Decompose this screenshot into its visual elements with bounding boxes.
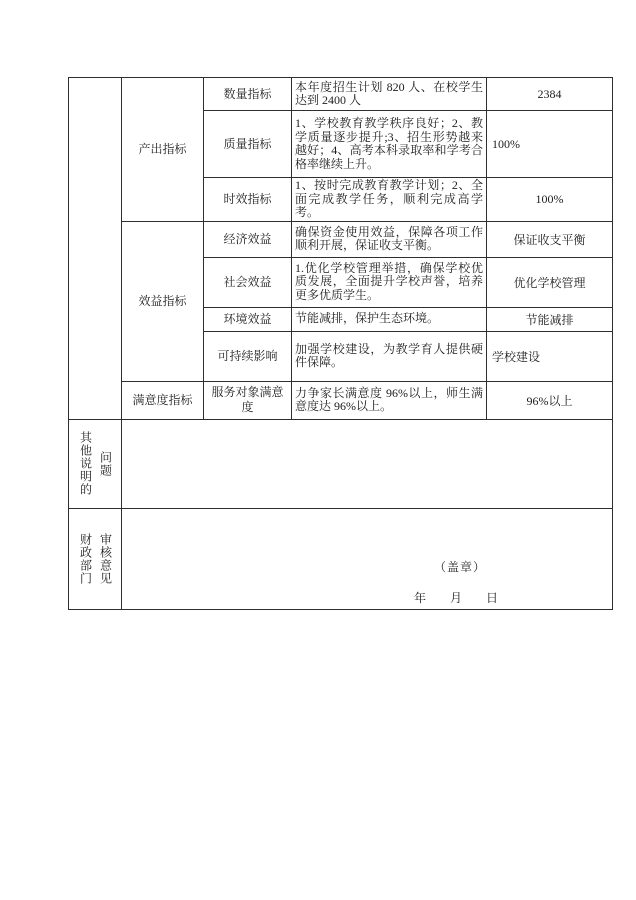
finance-review-content <box>122 508 613 609</box>
indicator-label-sustainability: 可持续影响 <box>204 331 292 381</box>
finance-review-header-text <box>72 510 118 608</box>
indicator-label-quantity: 数量指标 <box>204 78 292 111</box>
indicator-value-quality: 100% <box>487 111 613 178</box>
indicator-value-service-satisfaction: 96%以上 <box>487 381 613 419</box>
performance-evaluation-table <box>68 77 613 610</box>
indicator-value-timeliness: 100% <box>487 178 613 222</box>
indicator-desc-timeliness: 1、按时完成教育教学计划；2、全面完成教学任务，顺利完成高学考。 <box>292 178 487 222</box>
other-notes-header <box>69 419 122 508</box>
indicator-desc-quality: 1、学校教育教学秩序良好；2、教学质量逐步提升;3、招生形势越来越好；4、高考本科录取率和学考合格率继续上升。 <box>292 111 487 178</box>
stamp-placeholder: （盖章） <box>434 559 487 574</box>
indicator-desc-economic: 确保资金使用效益，保障各项工作顺利开展，保证收支平衡。 <box>292 221 487 257</box>
group-label-benefit: 效益指标 <box>122 221 204 381</box>
date-placeholder: 年 月 日 <box>414 590 499 605</box>
finance-review-header-part1: 财政部门 <box>78 532 93 585</box>
indicator-value-sustainability: 学校建设 <box>487 331 613 381</box>
other-notes-header-part1: 其他说明的 <box>78 431 93 496</box>
finance-review-header <box>69 508 122 609</box>
indicator-label-service-satisfaction: 服务对象满意度 <box>204 381 292 419</box>
indicator-label-timeliness: 时效指标 <box>204 178 292 222</box>
other-notes-header-part2: 问题 <box>98 450 113 477</box>
indicator-desc-environment: 节能减排，保护生态环境。 <box>292 307 487 331</box>
indicator-desc-social: 1.优化学校管理举措，确保学校优质发展，全面提升学校声誉，培养更多优质学生。 <box>292 257 487 307</box>
other-notes-content <box>122 419 613 508</box>
left-margin-cell <box>69 78 122 420</box>
indicator-value-environment: 节能减排 <box>487 307 613 331</box>
indicator-label-environment: 环境效益 <box>204 307 292 331</box>
other-notes-header-text <box>72 421 118 507</box>
group-label-output: 产出指标 <box>122 78 204 222</box>
indicator-desc-sustainability: 加强学校建设，为教学育人提供硬件保障。 <box>292 331 487 381</box>
indicator-label-quality: 质量指标 <box>204 111 292 178</box>
indicator-desc-service-satisfaction: 力争家长满意度 96%以上，师生满意度达 96%以上。 <box>292 381 487 419</box>
indicator-desc-quantity: 本年度招生计划 820 人、在校学生达到 2400 人 <box>292 78 487 111</box>
indicator-value-social: 优化学校管理 <box>487 257 613 307</box>
indicator-value-economic: 保证收支平衡 <box>487 221 613 257</box>
indicator-label-economic: 经济效益 <box>204 221 292 257</box>
finance-review-header-part2: 审核意见 <box>98 532 113 585</box>
indicator-label-social: 社会效益 <box>204 257 292 307</box>
group-label-satisfaction: 满意度指标 <box>122 381 204 419</box>
indicator-value-quantity: 2384 <box>487 78 613 111</box>
